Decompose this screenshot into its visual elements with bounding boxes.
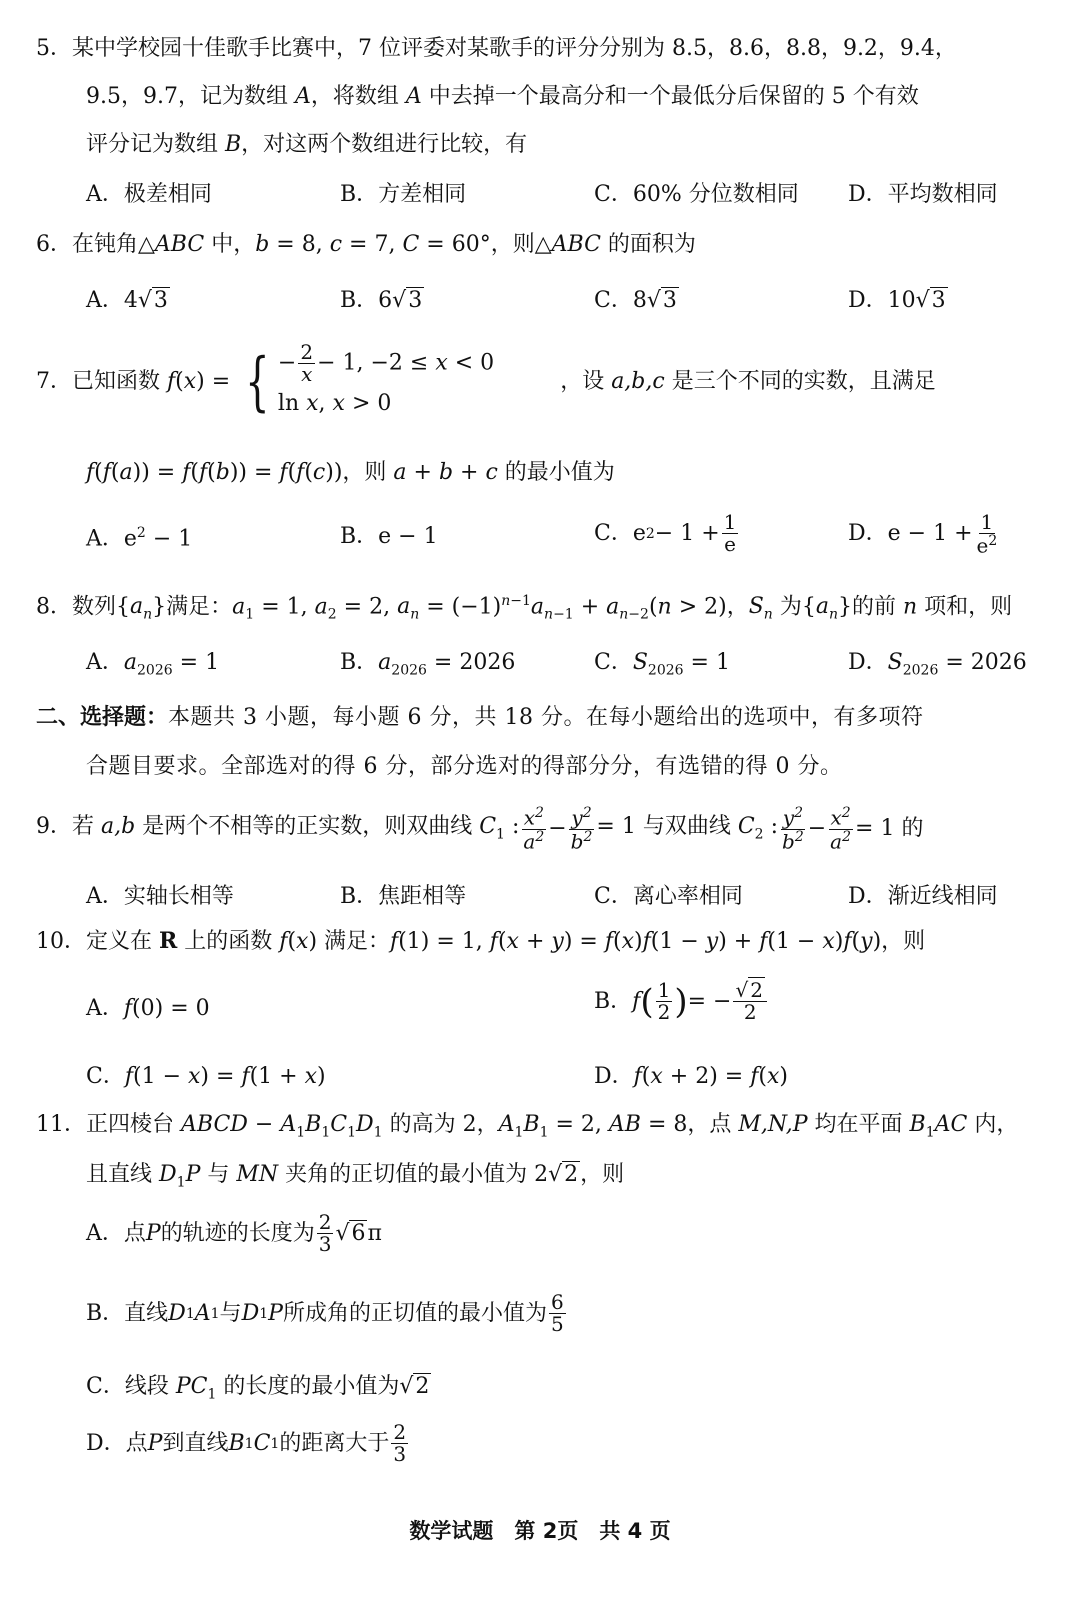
section2-line1: [36, 706, 923, 729]
q11-option-c: C．线段 $PC_1$ 的长度的最小值为√2: [86, 1374, 430, 1403]
q5-line1: 5．某中学校园十佳歌手比赛中，7 位评委对某歌手的评分分别为 8.5，8.6，8.8，9.2，9.4，: [36, 36, 957, 61]
q7-option-c: C．e 2 − 1 + $\frac{1}{e}$: [594, 510, 737, 556]
q5-option-b: B．方差相同: [340, 182, 467, 207]
section2-body2: 合题目要求。全部选对的得 6 分，部分选对的得部分分，有选错的得 0 分。: [86, 754, 843, 779]
q8-option-d: D．$S_{2026} = 2026$: [848, 650, 1027, 679]
q8-stem: 8．数列$\{a_n\}$满足：$a_1 = 1$, $a_2 = 2$, $a_n = (-1)^{n-1}a_{n-1} + a_{n-2}(n > 2)$，$S_n$ 为$\{a_n\}$的前 n 项和，则: [36, 593, 1013, 623]
q9-stem: 9．若 a,b 是两个不相等的正实数，则双曲线 $C_1$ : $\frac{x^2}{a^2}$ − $\frac{y^2}{b^2}$ = 1 与双曲线 $C_2$ : $\frac{y^2}{b^2}$ − $\frac{x^2}{a^2}$ = 1 的: [36, 805, 924, 854]
piecewise-cases: − $\frac{2}{x}$ − 1, −2 ≤ x < 0 ln x, x > 0: [277, 340, 495, 416]
q5-option-a: A．极差相同: [86, 182, 212, 207]
q6-option-c: C．8√3: [594, 288, 677, 313]
page-footer: 数学试题 第 2页 共 4 页: [409, 1519, 671, 1543]
q6-option-a: A．4√3: [86, 288, 168, 313]
q11-option-a: A．点 P 的轨迹的长度为 $\frac{2}{3}$ √6 π: [86, 1210, 382, 1256]
q10-option-d: D．f(x + 2) = f(x): [594, 1064, 788, 1089]
q8-option-a: A．$a_{2026} = 1$: [86, 650, 220, 679]
q11-option-b: B．直线 D 1 A 1 与 D 1 P 所成角的正切值的最小值为 $\frac{6}{5}$: [86, 1290, 564, 1336]
q5-option-c: C．60% 分位数相同: [594, 182, 799, 207]
q9-option-c: C．离心率相同: [594, 884, 743, 909]
q5-option-d: D．平均数相同: [848, 182, 998, 207]
q9-option-b: B．焦距相等: [340, 884, 467, 909]
q6-stem: 6．在钝角△ABC 中，b = 8, c = 7, C = 60°，则△ABC 的面积为: [36, 232, 696, 257]
q10-option-c: C．f(1 − x) = f(1 + x): [86, 1064, 326, 1089]
q11-line2: 且直线 $D_1P$ 与 MN 夹角的正切值的最小值为 2√2，则: [86, 1162, 625, 1191]
q7-option-b: B．e − 1: [340, 524, 438, 549]
q7-option-d: D．e − 1 + $\frac{1}{e^2}$: [848, 510, 998, 558]
q7-option-a: A．$e^2 - 1$: [86, 525, 193, 552]
section2-body1: 本题共 3 小题，每小题 6 分，共 18 分。在每小题给出的选项中，有多项符: [168, 705, 924, 730]
q9-option-d: D．渐近线相同: [848, 884, 998, 909]
q8-option-c: C．$S_{2026} = 1$: [594, 650, 730, 679]
q10-stem: 10．定义在 R 上的函数 f(x) 满足：f(1) = 1, f(x + y) = f(x)f(1 − y) + f(1 − x)f(y)，则: [36, 928, 926, 954]
q5-line2: 9.5，9.7，记为数组 A，将数组 A 中去掉一个最高分和一个最低分后保留的 5 个有效: [86, 84, 919, 109]
q7-line2: f(f(a)) = f(f(b)) = f(f(c))，则 a + b + c 的最小值为: [86, 460, 615, 485]
q8-option-b: B．$a_{2026} = 2026$: [340, 650, 516, 679]
q11-option-d: D．点 P 到直线 B 1 C 1 的距离大于 $\frac{2}{3}$: [86, 1420, 407, 1466]
q7-stem: 7．已知函数 f(x) = { − $\frac{2}{x}$ − 1, −2 ≤ x < 0 ln x, x > 0 ，设 a,b,c 是三个不同的实数，且满足: [36, 342, 936, 422]
section2-heading: 二、选择题：: [36, 704, 169, 730]
q6-option-d: D．10√3: [848, 288, 946, 313]
q10-option-a: A．f(0) = 0: [86, 996, 210, 1021]
piecewise-brace: {: [245, 345, 270, 420]
q5-line3: 评分记为数组 B，对这两个数组进行比较，有: [86, 132, 528, 157]
q9-option-a: A．实轴长相等: [86, 884, 234, 909]
q11-line1: 11．正四棱台 ABCD − $A_1B_1C_1D_1$ 的高为 2，$A_1B_1 = 2$, AB = 8，点 M,N,P 均在平面 $B_1AC$ 内，: [36, 1112, 1019, 1141]
q6-option-b: B．6√3: [340, 288, 423, 313]
q10-option-b: B． f ( $\frac{1}{2}$ ) = − $\frac{√ 2}{2}$: [594, 980, 769, 1023]
